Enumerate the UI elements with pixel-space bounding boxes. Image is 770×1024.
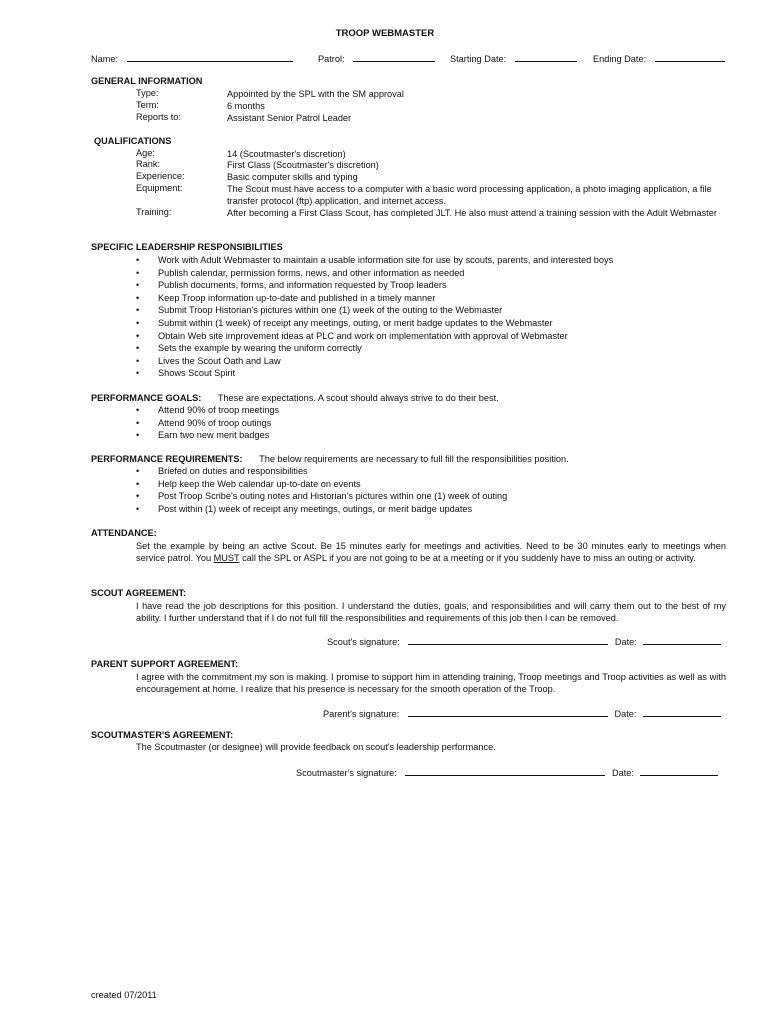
- goals-heading-row: [91, 393, 499, 404]
- qualification-label: Equipment:: [136, 183, 183, 193]
- scout-agreement-text: I have read the job descriptions for this position. I understand the duties, goals, and responsibilities and will carry them out to the best of my ability. I further understand that if I do not full fill the responsibilities and requirements of this job then I can be removed.: [136, 601, 726, 623]
- parent-signature-line: [323, 707, 721, 719]
- qualification-value: Basic computer skills and typing: [227, 172, 358, 182]
- list-item: • Keep Troop information up-to-date and published in a timely manner: [136, 292, 613, 305]
- general-value: Assistant Senior Patrol Leader: [227, 113, 352, 123]
- starting-date-blank[interactable]: [515, 52, 577, 62]
- name-label: Name:: [91, 54, 119, 64]
- starting-date-label: Starting Date:: [450, 54, 507, 64]
- attendance-text: [136, 540, 726, 564]
- goals-heading: PERFORMANCE GOALS:: [91, 393, 202, 403]
- attendance-text-part: Set the example by being an active Scout. Be 15 minutes early for meetings and activities. Need to be 30 minutes early to meetings when service patrol. You: [136, 541, 726, 563]
- scoutmaster-signature-field[interactable]: [405, 766, 605, 776]
- qualification-label: Training:: [136, 207, 172, 217]
- list-item: • Work with Adult Webmaster to maintain a usable information site for use by scouts, parents, and interested boys: [136, 254, 613, 267]
- requirements-heading-row: [91, 454, 569, 465]
- parent-date-field[interactable]: [643, 707, 721, 717]
- qualification-value: The Scout must have access to a computer with a basic word processing application, a photo imaging application, a file transfer protocol (ftp) application, and internet access.: [227, 184, 712, 206]
- list-item: • Post Troop Scribe's outing notes and Historian's pictures within one (1) week of outing: [136, 490, 507, 503]
- list-item: • Help keep the Web calendar up-to-date on events: [136, 478, 507, 491]
- general-value: Appointed by the SPL with the SM approval: [227, 89, 404, 99]
- list-item: • Attend 90% of troop outings: [136, 417, 279, 430]
- list-item: • Sets the example by wearing the uniform correctly: [136, 342, 613, 355]
- general-value: 6 months: [227, 101, 265, 111]
- goals-list: [136, 404, 279, 442]
- starting-date-field: [450, 52, 577, 65]
- ending-date-label: Ending Date:: [593, 54, 647, 64]
- patrol-blank[interactable]: [353, 52, 435, 62]
- list-item: • Submit Troop Historian's pictures within one (1) week of the outing to the Webmaster: [136, 304, 613, 317]
- parent-date-label: Date:: [614, 709, 637, 719]
- list-item: • Publish calendar, permission forms, news, and other information as needed: [136, 267, 613, 280]
- scoutmaster-agreement-text: The Scoutmaster (or designee) will provide feedback on scout's leadership performance.: [136, 742, 496, 752]
- scout-agreement-heading: SCOUT AGREEMENT:: [91, 588, 187, 598]
- list-item: • Lives the Scout Oath and Law: [136, 355, 613, 368]
- footer-created-date: created 07/2011: [91, 990, 157, 1000]
- list-item: • Submit within (1 week) of receipt any meetings, outing, or merit badge updates to the Webmaster: [136, 317, 613, 330]
- scoutmaster-agreement-heading: SCOUTMASTER'S AGREEMENT:: [91, 730, 234, 740]
- general-label: Type:: [136, 88, 159, 98]
- attendance-heading: ATTENDANCE:: [91, 528, 157, 538]
- name-blank[interactable]: [127, 52, 293, 62]
- patrol-field: [318, 52, 435, 65]
- qualification-label: Experience:: [136, 171, 185, 181]
- parent-signature-label: Parent's signature:: [323, 709, 400, 719]
- list-item: • Earn two new merit badges: [136, 429, 279, 442]
- scout-signature-field[interactable]: [408, 635, 608, 645]
- qualification-value: After becoming a First Class Scout, has completed JLT. He also must attend a training session with the Adult Webmaster: [227, 208, 717, 218]
- requirements-heading: PERFORMANCE REQUIREMENTS:: [91, 454, 243, 464]
- ending-date-field: [593, 52, 725, 65]
- qualifications-heading: QUALIFICATIONS: [94, 136, 172, 146]
- patrol-label: Patrol:: [318, 54, 345, 64]
- document-title: TROOP WEBMASTER: [335, 28, 435, 39]
- list-item: • Publish documents, forms, and information requested by Troop leaders: [136, 279, 613, 292]
- list-item: • Post within (1) week of receipt any meetings, outings, or merit badge updates: [136, 503, 507, 516]
- parent-signature-field[interactable]: [408, 707, 608, 717]
- list-item: • Briefed on duties and responsibilities: [136, 465, 507, 478]
- scoutmaster-signature-label: Scoutmaster's signature:: [296, 768, 397, 778]
- general-label: Term:: [136, 100, 159, 110]
- scoutmaster-signature-line: [296, 766, 718, 778]
- qualification-value: 14 (Scoutmaster's discretion): [227, 149, 346, 159]
- qualification-value: First Class (Scoutmaster's discretion): [227, 160, 379, 170]
- parent-agreement-text: I agree with the commitment my son is making. I promise to support him in attending training, Troop meetings and Troop activities as well as with encouragement at home. I realize that his presence is necessary for the smooth operation of the Troop.: [136, 672, 726, 694]
- qualification-label: Rank:: [136, 159, 161, 169]
- list-item: • Shows Scout Spirit: [136, 367, 613, 380]
- scout-date-label: Date:: [614, 637, 637, 647]
- list-item: • Attend 90% of troop meetings: [136, 404, 279, 417]
- list-item: • Obtain Web site improvement ideas at PLC and work on implementation with approval of Webmaster: [136, 330, 613, 343]
- parent-agreement-heading: PARENT SUPPORT AGREEMENT:: [91, 659, 239, 669]
- general-heading: GENERAL INFORMATION: [91, 76, 203, 86]
- scout-date-field[interactable]: [643, 635, 721, 645]
- requirements-list: [136, 465, 507, 515]
- scout-signature-line: [327, 635, 721, 647]
- general-label: Reports to:: [136, 112, 181, 122]
- attendance-emphasis: MUST: [213, 553, 240, 563]
- attendance-text-part: call the SPL or ASPL if you are not going to be at a meeting or if you suddenly have to miss an outing or activity.: [239, 553, 696, 563]
- responsibilities-heading: SPECIFIC LEADERSHIP RESPONSIBILITIES: [91, 242, 283, 252]
- responsibilities-list: [136, 254, 613, 380]
- qualification-label: Age:: [136, 148, 155, 158]
- requirements-intro: The below requirements are necessary to full fill the responsibilities position.: [259, 454, 569, 464]
- scoutmaster-date-field[interactable]: [640, 766, 718, 776]
- ending-date-blank[interactable]: [655, 52, 725, 62]
- goals-intro: These are expectations. A scout should always strive to do their best.: [217, 393, 499, 403]
- scoutmaster-date-label: Date:: [611, 768, 634, 778]
- scout-signature-label: Scout's signature:: [327, 637, 400, 647]
- name-field: [91, 52, 293, 65]
